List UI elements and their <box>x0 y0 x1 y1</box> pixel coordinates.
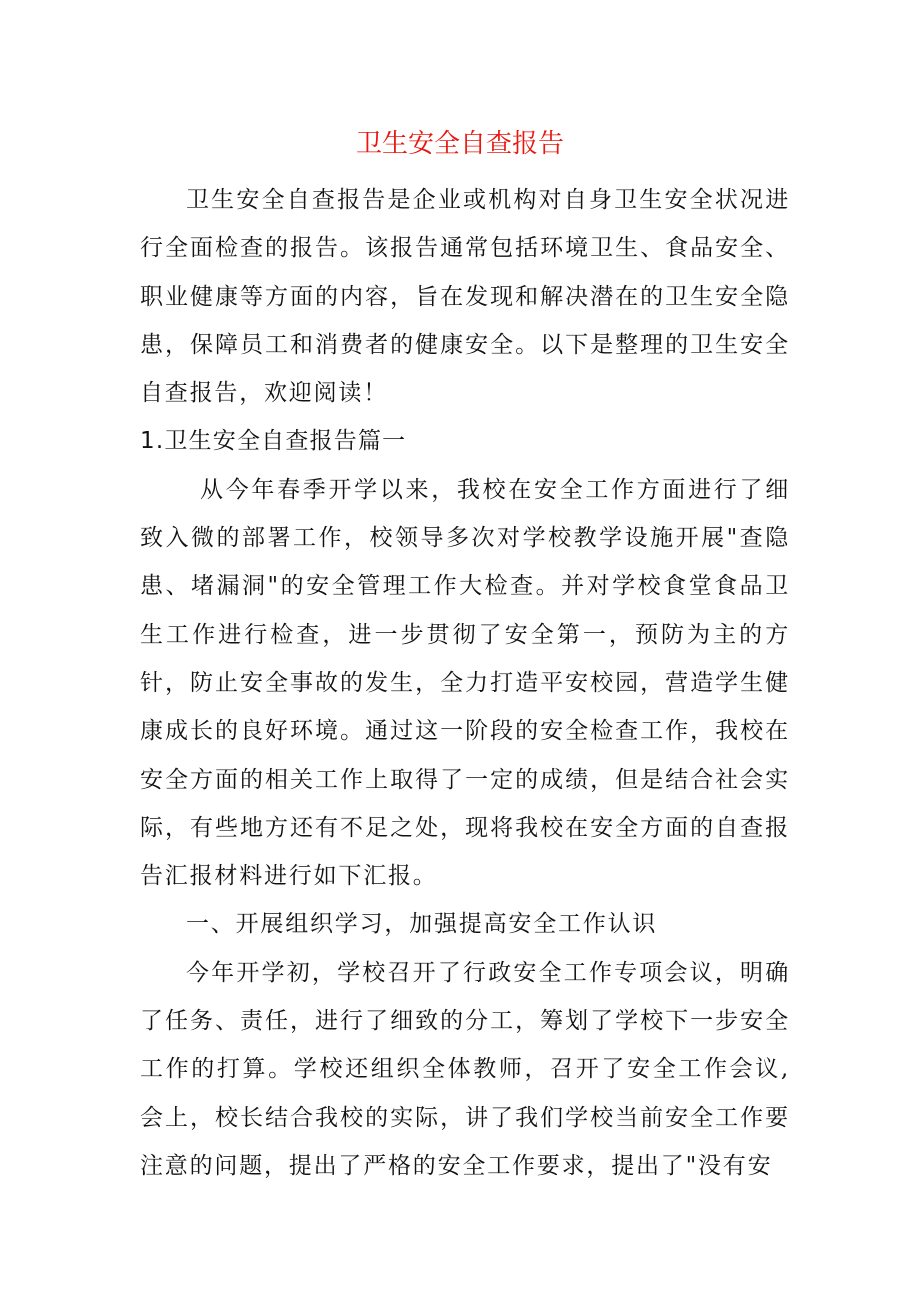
section-heading: 1.卫生安全自查报告篇一 <box>140 428 407 455</box>
paragraph-1: 从今年春季开学以来，我校在安全工作方面进行了细致入微的部署工作，校领导多次对学校教学设施开展"查隐患、堵漏洞"的安全管理工作大检查。并对学校食堂食品卫生工作进行检查，进一步贯彻了安全第一，预防为主的方针，防止安全事故的发生，全力打造平安校园，营造学生健康成长的良好环境。通过这一阶段的安全检查工作，我校在安全方面的相关工作上取得了一定的成绩，但是结合社会实际，有些地方还有不足之处，现将我校在安全方面的自查报告汇报材料进行如下汇报。 <box>140 476 790 890</box>
document-body <box>140 176 790 1190</box>
intro-paragraph: 卫生安全自查报告是企业或机构对自身卫生安全状况进行全面检查的报告。该报告通常包括环境卫生、食品安全、职业健康等方面的内容，旨在发现和解决潜在的卫生安全隐患，保障员工和消费者的健康安全。以下是整理的卫生安全自查报告，欢迎阅读！ <box>140 187 790 407</box>
subheading-1: 一、开展组织学习，加强提高安全工作认识 <box>186 911 658 938</box>
paragraph-2: 今年开学初，学校召开了行政安全工作专项会议，明确了任务、责任，进行了细致的分工，筹划了学校下一步安全工作的打算。学校还组织全体教师，召开了安全工作会议,会上，校长结合我校的实际，讲了我们学校当前安全工作要注意的问题，提出了严格的安全工作要求，提出了"没有安 <box>140 959 790 1179</box>
document-title: 卫生安全自查报告 <box>355 129 564 159</box>
